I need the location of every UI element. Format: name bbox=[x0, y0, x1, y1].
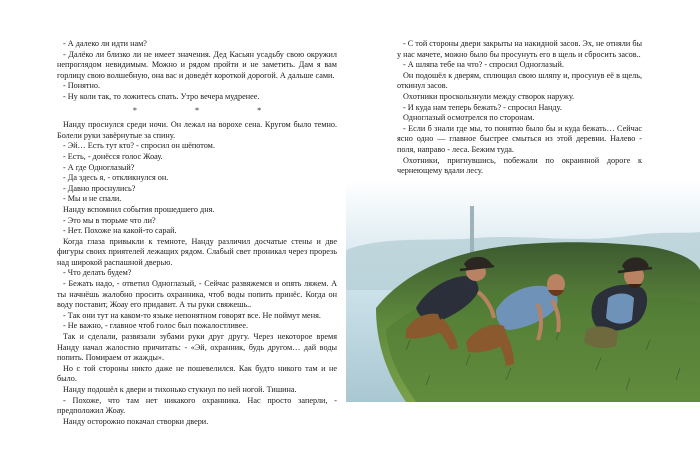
paragraph: - Похоже, что там нет никакого охранника. Нас просто заперли, - предположил Жоау. bbox=[57, 395, 337, 416]
paragraph: - Давно проснулись? bbox=[63, 183, 136, 193]
paragraph: - С той стороны двери закрыты на накидной засов. Эх, не отняли бы у нас мачете, можно было бы просунуть его в щель и сбросить засов.. bbox=[397, 39, 642, 59]
paragraph: Охотники проскользнули между створок наружу. bbox=[403, 91, 575, 101]
three-men-crawling-illustration bbox=[346, 180, 700, 402]
paragraph: - Бежать надо, - ответил Одноглазый, - Сейчас развяжемся и опять ляжем. А ты начнёшь жалобно просить охранника, чтоб воды попить принёс. Когда он воду поставит, Жоау его придавит. А ты руки свяжешь.. bbox=[57, 279, 337, 310]
paragraph: Охотники, пригнувшись, побежали по окраинной дороге к чернеющему вдали лесу. bbox=[397, 155, 642, 176]
paragraph: - А шляпа тебе на что? - спросил Одноглазый. bbox=[403, 60, 564, 70]
paragraph: - Нет. Похоже на какой-то сарай. bbox=[63, 226, 177, 236]
paragraph: - Эй… Есть тут кто? - спросил он шёпотом. bbox=[63, 141, 215, 151]
section-break: * * * bbox=[132, 105, 290, 115]
paragraph: - Мы и не спали. bbox=[63, 194, 122, 204]
paragraph: - Ну коли так, то ложитесь спать. Утро вечера мудренее. bbox=[63, 91, 260, 101]
paragraph: - Не важно, - главное чтоб голос был пожалостливее. bbox=[63, 321, 249, 331]
paragraph: - И куда нам теперь бежать? - спросил Нанду. bbox=[403, 102, 562, 112]
paragraph: - А далеко ли идти нам? bbox=[63, 39, 147, 48]
paragraph: - Если б знали где мы, то понятно было бы и куда бежать… Сейчас ясно одно — главное быстрее смыться из этой деревни. Налево - поля, направо - леса. Бежим туда. bbox=[397, 123, 642, 154]
paragraph: - Есть, - донёсся голос Жоау. bbox=[63, 151, 163, 161]
paragraph: - Что делать будем? bbox=[63, 268, 132, 278]
paragraph: Он подошёл к дверям, сплющил свою шляпу и, просунув её в щель, откинул засов. bbox=[397, 70, 642, 91]
paragraph: Нанду подошёл к двери и тихонько стукнул по ней ногой. Тишина. bbox=[63, 385, 297, 394]
paragraph: Так и сделали, развязали зубами руки друг другу. Через некоторое время Нанду начал жалостно причитать: - «Эй, охранник, будь другом… дай воды попить. Помираем от жажды». bbox=[57, 332, 337, 363]
paragraph: - Понятно. bbox=[63, 81, 101, 91]
left-text-column bbox=[57, 39, 337, 427]
paragraph: Нанду вспомнил события прошедшего дня. bbox=[63, 204, 215, 214]
paragraph: Но с той стороны никто даже не пошевелился. Как будто никого там и не было. bbox=[57, 363, 337, 384]
paragraph: - А где Одноглазый? bbox=[63, 162, 135, 172]
paragraph: Одноглазый осмотрелся по сторонам. bbox=[403, 113, 535, 123]
paragraph: - Далёко ли близко ли не имеет значения. Дед Касьян усадьбу свою окружил непроглядом невидимым. Можно и рядом пройти и не заметить. Дам я вам горлицу свою волшебную, она вас и доведёт короткой дорогой. А дальше сами. bbox=[57, 49, 337, 80]
paragraph: - Так они тут на каком-то языке непонятном говорят все. Не поймут меня. bbox=[63, 310, 321, 320]
paragraph: - Да здесь я, - откликнулся он. bbox=[63, 173, 169, 183]
paragraph: Нанду проснулся среди ночи. Он лежал на ворохе сена. Кругом было темно. Болели руки завёрнутые за спину. bbox=[57, 120, 337, 140]
paragraph: Когда глаза привыкли к темноте, Нанду различил досчатые стены и две фигуры своих приятелей лежащих рядом. Слабый свет проникал через прорезь над широкой распашной дверью. bbox=[57, 236, 337, 267]
paragraph: Нанду осторожно покачал створки двери. bbox=[63, 416, 209, 426]
story-illustration bbox=[346, 180, 700, 402]
right-text-column bbox=[397, 39, 642, 177]
paragraph: - Это мы в тюрьме что ли? bbox=[63, 215, 156, 225]
